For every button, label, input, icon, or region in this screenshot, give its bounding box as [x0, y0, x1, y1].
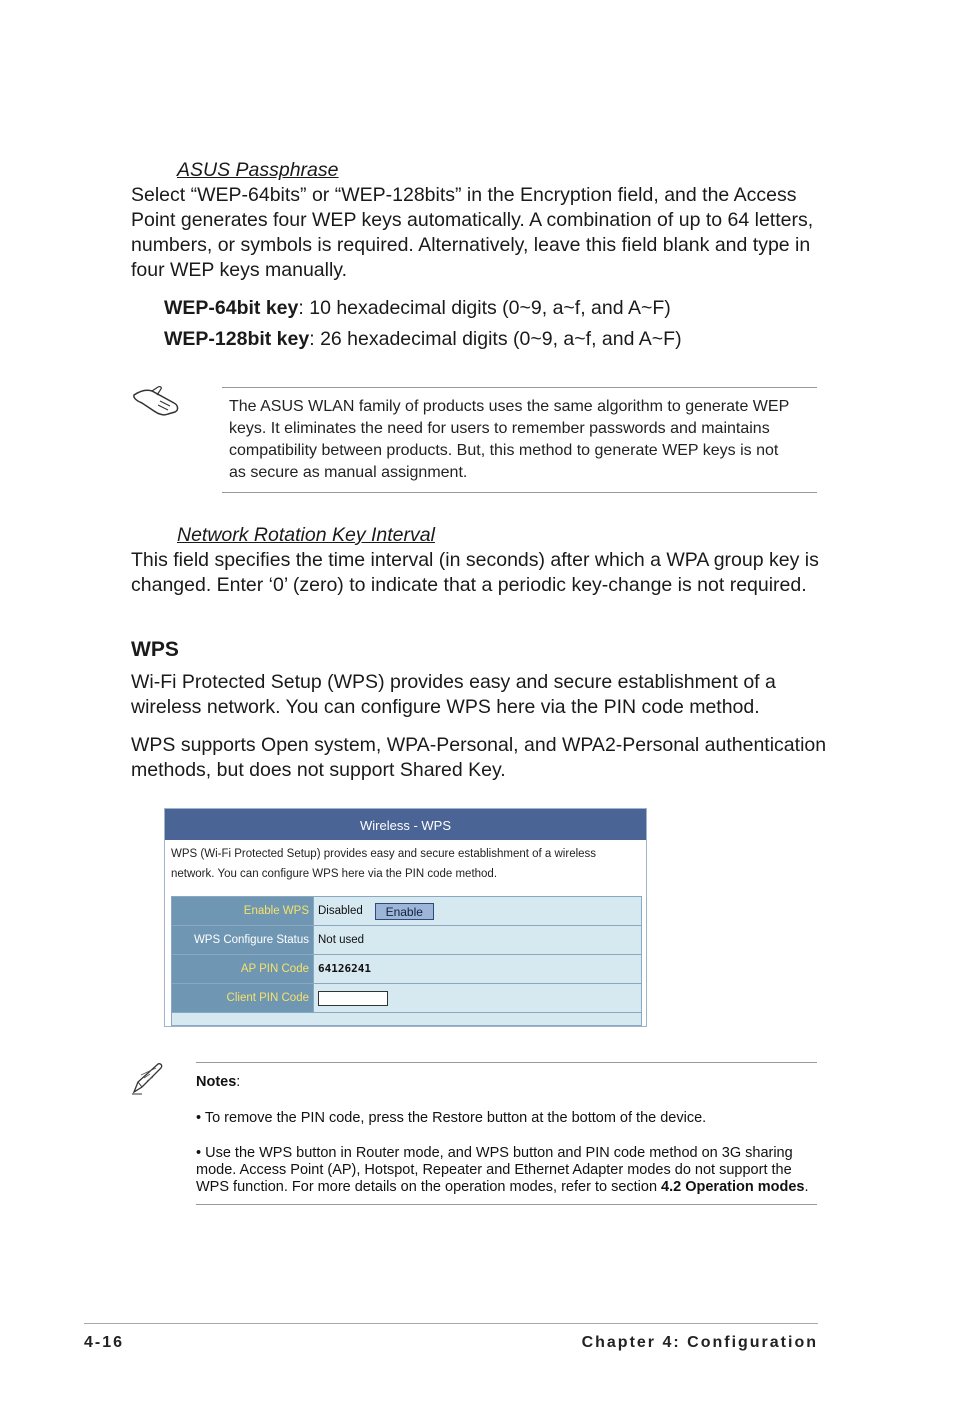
text-line: numbers, or symbols is required. Alternatively, leave this field blank and type in — [131, 234, 811, 256]
notes-colon: : — [236, 1074, 241, 1090]
wps-settings-table — [171, 896, 642, 1026]
text-line: four WEP keys manually. — [131, 259, 348, 281]
notes-title-line — [196, 1074, 240, 1091]
text-line: keys. It eliminates the need for users to remember passwords and maintains — [229, 420, 770, 437]
wps-paragraph-2 — [131, 733, 831, 783]
pen-note-icon — [130, 1062, 164, 1096]
enable-wps-button[interactable]: Enable — [375, 903, 434, 920]
text-line: WPS (Wi-Fi Protected Setup) provides easy and secure establishment of a wireless — [171, 848, 597, 860]
text-line: The ASUS WLAN family of products uses the same algorithm to generate WEP — [229, 398, 790, 415]
rotation-paragraph — [131, 548, 831, 598]
ap-pin-value: 64126241 — [314, 955, 641, 983]
text-line — [196, 1179, 816, 1196]
wps-heading: WPS — [131, 638, 179, 661]
enable-wps-value-cell — [314, 897, 641, 925]
note-top-rule — [222, 387, 817, 388]
ap-pin-row — [172, 955, 641, 984]
notes-title: Notes — [196, 1074, 237, 1090]
client-pin-row — [172, 984, 641, 1013]
wep128-key-label: WEP-128bit key — [164, 328, 310, 350]
text-line: Wi-Fi Protected Setup (WPS) provides easy and secure establishment of a — [131, 671, 776, 693]
text-line: wireless network. You can configure WPS here via the PIN code method. — [131, 696, 760, 718]
enable-wps-value: Disabled — [318, 905, 363, 917]
footer-rule — [84, 1323, 818, 1324]
text-line: • Use the WPS button in Router mode, and WPS button and PIN code method on 3G sharing — [196, 1145, 793, 1161]
chapter-title: Chapter 4: Configuration — [581, 1334, 818, 1351]
wep64-key-desc: : 10 hexadecimal digits (0~9, a~f, and A~F) — [298, 297, 671, 319]
hand-note-icon — [130, 383, 182, 421]
client-pin-value-cell — [314, 984, 641, 1012]
text-segment: . — [804, 1179, 809, 1195]
note-bottom-rule — [222, 492, 817, 493]
notes-top-rule — [196, 1062, 817, 1063]
text-line: Point generates four WEP keys automatically. A combination of up to 64 letters, — [131, 209, 814, 231]
text-line: WPS supports Open system, WPA-Personal, and WPA2-Personal authentication — [131, 734, 827, 756]
table-footer-strip — [172, 1013, 641, 1025]
text-line: changed. Enter ‘0’ (zero) to indicate that a periodic key-change is not required. — [131, 574, 807, 596]
wps-status-label: WPS Configure Status — [172, 926, 314, 954]
text-line: Select “WEP-64bits” or “WEP-128bits” in the Encryption field, and the Access — [131, 184, 797, 206]
page-number: 4-16 — [84, 1334, 125, 1351]
text-segment: WPS function. For more details on the operation modes, refer to section — [196, 1179, 662, 1195]
wps-paragraph-1 — [131, 670, 831, 720]
wep128-key-desc: : 26 hexadecimal digits (0~9, a~f, and A~F) — [309, 328, 682, 350]
enable-wps-row — [172, 897, 641, 926]
screenshot-description — [165, 840, 646, 890]
notes-bullet-1: • To remove the PIN code, press the Restore button at the bottom of the device. — [196, 1110, 707, 1126]
text-line: as secure as manual assignment. — [229, 464, 468, 481]
wps-status-value: Not used — [314, 926, 641, 954]
notes-bullet-2 — [196, 1145, 816, 1196]
screenshot-title: Wireless - WPS — [165, 809, 646, 840]
wep128-key-line — [164, 327, 682, 352]
asus-passphrase-heading: ASUS Passphrase — [177, 159, 339, 181]
text-line: This field specifies the time interval (in seconds) after which a WPA group key is — [131, 549, 819, 571]
client-pin-input[interactable] — [318, 991, 388, 1006]
client-pin-label: Client PIN Code — [172, 984, 314, 1012]
asus-passphrase-paragraph — [131, 183, 831, 283]
note-ascii-wlan — [229, 396, 819, 484]
text-line: mode. Access Point (AP), Hotspot, Repeater and Ethernet Adapter modes do not support the — [196, 1162, 792, 1178]
enable-wps-label: Enable WPS — [172, 897, 314, 925]
operation-modes-reference: 4.2 Operation modes — [661, 1179, 805, 1195]
rotation-heading: Network Rotation Key Interval — [177, 524, 435, 546]
wps-settings-screenshot — [164, 808, 647, 1027]
text-line: network. You can configure WPS here via the PIN code method. — [171, 868, 498, 880]
wep64-key-line — [164, 296, 671, 321]
ap-pin-label: AP PIN Code — [172, 955, 314, 983]
wps-status-row — [172, 926, 641, 955]
notes-bottom-rule — [196, 1204, 817, 1205]
text-line: compatibility between products. But, this method to generate WEP keys is not — [229, 442, 779, 459]
wep64-key-label: WEP-64bit key — [164, 297, 299, 319]
text-line: methods, but does not support Shared Key. — [131, 759, 506, 781]
